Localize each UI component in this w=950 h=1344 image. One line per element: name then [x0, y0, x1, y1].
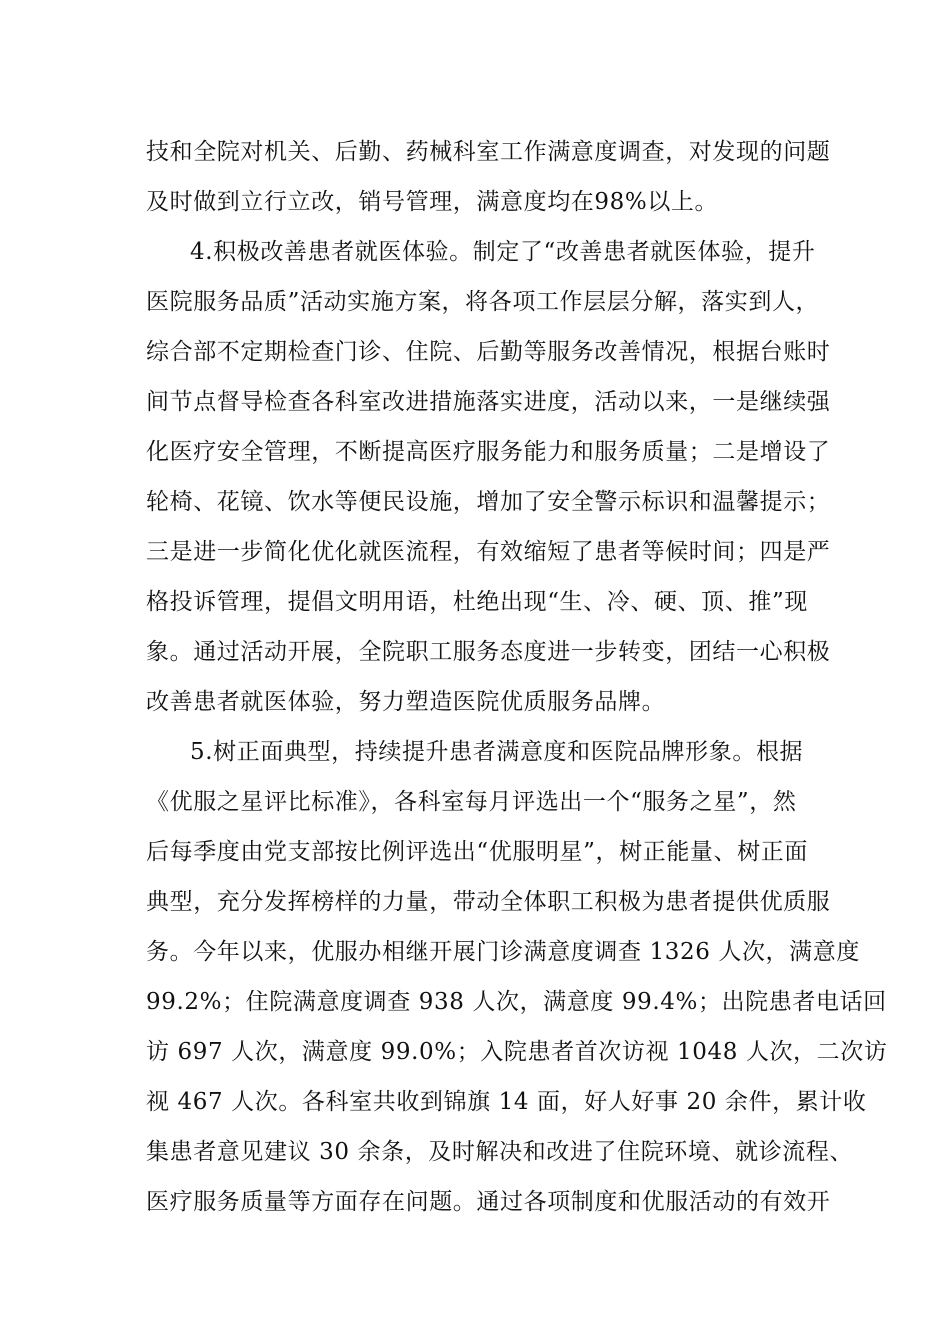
text-line: 轮椅、花镜、饮水等便民设施，增加了安全警示标识和温馨提示； — [146, 489, 831, 515]
text-line: 访 697 人次，满意度 99.0%；入院患者首次访视 1048 人次，二次访 — [146, 1039, 888, 1065]
text-line: 三是进一步简化优化就医流程，有效缩短了患者等候时间；四是严 — [146, 539, 831, 565]
text-line: 视 467 人次。各科室共收到锦旗 14 面，好人好事 20 余件，累计收 — [146, 1089, 867, 1115]
text-line: 间节点督导检查各科室改进措施落实进度，活动以来，一是继续强 — [146, 389, 831, 415]
text-line: 典型，充分发挥榜样的力量，带动全体职工积极为患者提供优质服 — [146, 889, 831, 915]
text-line: 集患者意见建议 30 余条，及时解决和改进了住院环境、就诊流程、 — [146, 1139, 854, 1165]
text-line: 务。今年以来，优服办相继开展门诊满意度调查 1326 人次，满意度 — [146, 939, 860, 965]
text-line: 医院服务品质”活动实施方案，将各项工作层层分解，落实到人， — [146, 289, 820, 315]
text-line: 象。通过活动开展，全院职工服务态度进一步转变，团结一心积极 — [146, 639, 831, 665]
text-line: 化医疗安全管理，不断提高医疗服务能力和服务质量；二是增设了 — [146, 439, 831, 465]
text-line: 技和全院对机关、后勤、药械科室工作满意度调查，对发现的问题 — [146, 139, 831, 165]
text-line: 《优服之星评比标准》，各科室每月评选出一个“服务之星”，然 — [146, 789, 797, 815]
text-line: 格投诉管理，提倡文明用语，杜绝出现“生、冷、硬、顶、推”现 — [146, 589, 808, 615]
text-line: 后每季度由党支部按比例评选出“优服明星”，树正能量、树正面 — [146, 839, 808, 865]
text-line: 综合部不定期检查门诊、住院、后勤等服务改善情况，根据台账时 — [146, 339, 831, 365]
text-line: 99.2%；住院满意度调查 938 人次，满意度 99.4%；出院患者电话回 — [146, 989, 887, 1015]
text-line: 及时做到立行立改，销号管理，满意度均在98%以上。 — [146, 189, 719, 215]
text-line: 医疗服务质量等方面存在问题。通过各项制度和优服活动的有效开 — [146, 1189, 831, 1215]
paragraph-5-first-line: 5.树正面典型，持续提升患者满意度和医院品牌形象。根据 — [190, 739, 804, 765]
paragraph-4-first-line: 4.积极改善患者就医体验。制定了“改善患者就医体验，提升 — [190, 239, 816, 265]
text-line: 改善患者就医体验，努力塑造医院优质服务品牌。 — [146, 689, 666, 715]
